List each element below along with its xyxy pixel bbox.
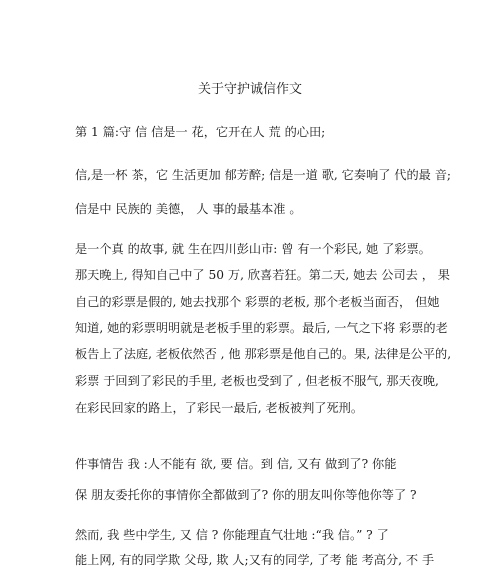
paragraph-line: 信是中 民族的 美德， 人 事的最基本准 。	[75, 202, 302, 216]
paragraph-line: 彩票 于回到了彩民的手里, 老板也受到了 , 但老板不服气, 那天夜晚,	[75, 374, 439, 388]
paragraph-line: 能上网, 有的同学欺 父母, 欺 人;又有的同学, 了考 能 考高分, 不 手	[75, 553, 435, 567]
paragraph-line: 第 1 篇:守 信 信是一 花，它开在人 荒 的心田;	[75, 125, 326, 139]
paragraph-line: 件事情告 我 :人不能有 欲, 要 信。到 信, 又有 做到了? 你能	[75, 457, 397, 471]
paragraph-line: 自己的彩票是假的, 她去找那个 彩票的老板, 那个老板当面否， 但她	[75, 295, 440, 309]
paragraph-line: 那天晚上, 得知自己中了 50 万, 欣喜若狂。第二天, 她去 公司去 ， 果	[75, 268, 450, 282]
paragraph-line: 保 朋友委托你的事情你全都做到了? 你的朋友叫你等他你等了 ?	[75, 488, 417, 502]
paragraph-line: 然而, 我 些中学生, 又 信 ? 你能理直气壮地 :“我 信。” ? 了	[75, 528, 389, 542]
paragraph-line: 知道, 她的彩票明明就是老板手里的彩票。最后, 一气之下将 彩票的老	[75, 321, 448, 335]
paragraph-line: 是一个真 的故事, 就 生在四川彭山市: 曾 有一个彩民, 她 了彩票。	[75, 242, 431, 256]
paragraph-line: 信,是一杯 茶，它 生活更加 郁芳醉; 信是一道 歌, 它奏响了 代的最 音;	[75, 168, 452, 182]
paragraph-line: 在彩民回家的路上，了彩民一最后, 老板被判了死刑。	[75, 401, 364, 415]
paragraph-line: 板告上了法庭, 老板依然否 , 他 那彩票是他自己的。果, 法律是公平的,	[75, 347, 452, 361]
document-title: 关于守护诚信作文	[197, 82, 302, 97]
